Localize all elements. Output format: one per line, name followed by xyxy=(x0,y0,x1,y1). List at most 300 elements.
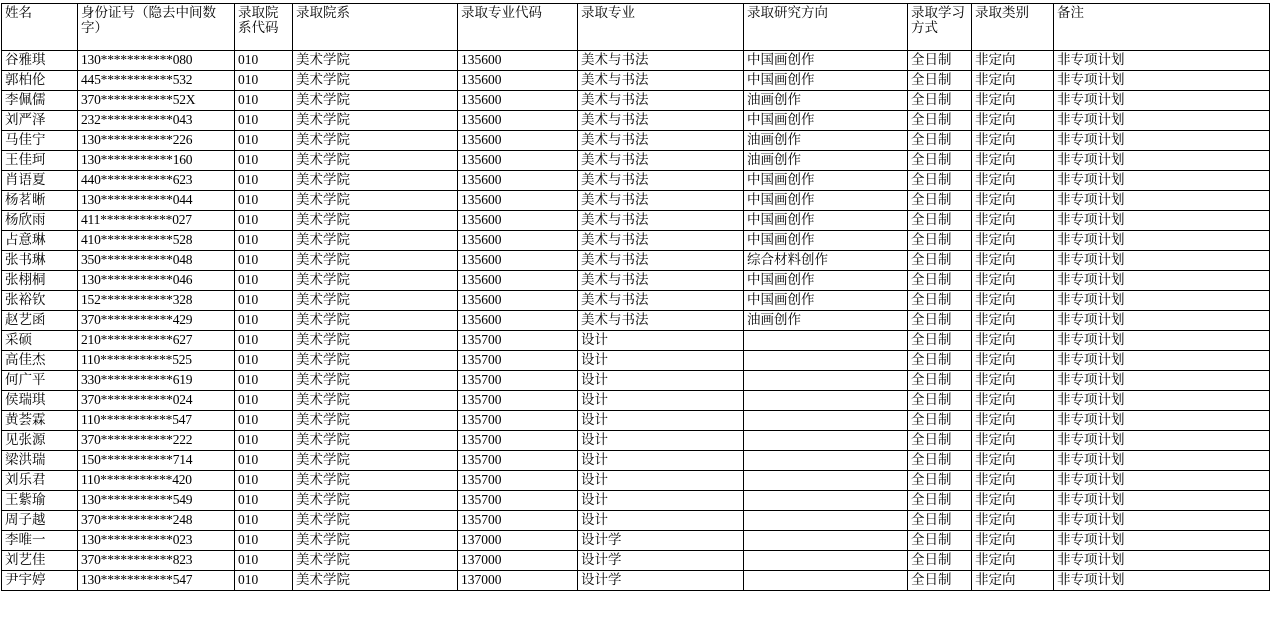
cell-research-direction: 油画创作 xyxy=(744,311,908,331)
cell-remarks: 非专项计划 xyxy=(1054,71,1270,91)
cell-id-number: 130***********160 xyxy=(78,151,235,171)
cell-major-code: 135700 xyxy=(458,491,578,511)
cell-major-code: 137000 xyxy=(458,531,578,551)
cell-department-code: 010 xyxy=(235,51,293,71)
cell-admission-category: 非定向 xyxy=(972,451,1054,471)
cell-major-code: 135600 xyxy=(458,311,578,331)
cell-major-code: 135700 xyxy=(458,371,578,391)
cell-admission-category: 非定向 xyxy=(972,111,1054,131)
cell-department: 美术学院 xyxy=(293,511,458,531)
table-row xyxy=(2,411,1270,431)
cell-department-code: 010 xyxy=(235,351,293,371)
cell-major-code: 135700 xyxy=(458,391,578,411)
cell-major: 设计 xyxy=(578,471,744,491)
cell-name: 尹宇婷 xyxy=(2,571,78,591)
cell-research-direction: 油画创作 xyxy=(744,131,908,151)
table-row xyxy=(2,91,1270,111)
cell-remarks: 非专项计划 xyxy=(1054,551,1270,571)
cell-id-number: 232***********043 xyxy=(78,111,235,131)
cell-department-code: 010 xyxy=(235,171,293,191)
cell-remarks: 非专项计划 xyxy=(1054,271,1270,291)
cell-id-number: 130***********080 xyxy=(78,51,235,71)
cell-department: 美术学院 xyxy=(293,291,458,311)
cell-remarks: 非专项计划 xyxy=(1054,491,1270,511)
table-row xyxy=(2,111,1270,131)
cell-id-number: 130***********547 xyxy=(78,571,235,591)
cell-id-number: 110***********420 xyxy=(78,471,235,491)
cell-id-number: 210***********627 xyxy=(78,331,235,351)
cell-remarks: 非专项计划 xyxy=(1054,471,1270,491)
cell-major: 美术与书法 xyxy=(578,191,744,211)
cell-major-code: 135700 xyxy=(458,411,578,431)
cell-admission-category: 非定向 xyxy=(972,151,1054,171)
cell-research-direction: 中国画创作 xyxy=(744,211,908,231)
cell-department: 美术学院 xyxy=(293,151,458,171)
cell-admission-category: 非定向 xyxy=(972,531,1054,551)
cell-remarks: 非专项计划 xyxy=(1054,331,1270,351)
cell-major: 设计 xyxy=(578,491,744,511)
cell-study-mode: 全日制 xyxy=(908,131,972,151)
cell-department-code: 010 xyxy=(235,451,293,471)
cell-major: 设计 xyxy=(578,371,744,391)
cell-major-code: 135700 xyxy=(458,351,578,371)
cell-major: 设计 xyxy=(578,391,744,411)
cell-id-number: 410***********528 xyxy=(78,231,235,251)
cell-department: 美术学院 xyxy=(293,91,458,111)
cell-remarks: 非专项计划 xyxy=(1054,451,1270,471)
cell-name: 高佳杰 xyxy=(2,351,78,371)
cell-name: 何广平 xyxy=(2,371,78,391)
cell-id-number: 130***********549 xyxy=(78,491,235,511)
cell-department-code: 010 xyxy=(235,511,293,531)
cell-name: 张栩桐 xyxy=(2,271,78,291)
cell-major: 设计学 xyxy=(578,571,744,591)
cell-major: 美术与书法 xyxy=(578,231,744,251)
cell-id-number: 130***********226 xyxy=(78,131,235,151)
cell-name: 占意琳 xyxy=(2,231,78,251)
cell-name: 杨茗晰 xyxy=(2,191,78,211)
cell-study-mode: 全日制 xyxy=(908,211,972,231)
cell-research-direction xyxy=(744,451,908,471)
cell-department: 美术学院 xyxy=(293,451,458,471)
cell-study-mode: 全日制 xyxy=(908,391,972,411)
cell-major-code: 135600 xyxy=(458,151,578,171)
cell-id-number: 130***********044 xyxy=(78,191,235,211)
cell-admission-category: 非定向 xyxy=(972,471,1054,491)
cell-department: 美术学院 xyxy=(293,531,458,551)
cell-name: 刘严泽 xyxy=(2,111,78,131)
cell-study-mode: 全日制 xyxy=(908,291,972,311)
cell-remarks: 非专项计划 xyxy=(1054,431,1270,451)
table-row xyxy=(2,271,1270,291)
cell-department-code: 010 xyxy=(235,91,293,111)
cell-research-direction: 中国画创作 xyxy=(744,111,908,131)
cell-name: 侯瑞琪 xyxy=(2,391,78,411)
table-row xyxy=(2,251,1270,271)
cell-study-mode: 全日制 xyxy=(908,571,972,591)
cell-id-number: 150***********714 xyxy=(78,451,235,471)
cell-study-mode: 全日制 xyxy=(908,551,972,571)
admissions-table xyxy=(1,3,1270,591)
cell-research-direction: 中国画创作 xyxy=(744,191,908,211)
cell-department: 美术学院 xyxy=(293,231,458,251)
cell-remarks: 非专项计划 xyxy=(1054,351,1270,371)
cell-name: 张书琳 xyxy=(2,251,78,271)
cell-remarks: 非专项计划 xyxy=(1054,411,1270,431)
cell-department: 美术学院 xyxy=(293,551,458,571)
header-row xyxy=(2,4,1270,51)
cell-admission-category: 非定向 xyxy=(972,351,1054,371)
cell-department: 美术学院 xyxy=(293,171,458,191)
cell-admission-category: 非定向 xyxy=(972,71,1054,91)
cell-id-number: 130***********046 xyxy=(78,271,235,291)
cell-department-code: 010 xyxy=(235,71,293,91)
cell-major: 美术与书法 xyxy=(578,111,744,131)
cell-study-mode: 全日制 xyxy=(908,191,972,211)
cell-remarks: 非专项计划 xyxy=(1054,131,1270,151)
cell-department-code: 010 xyxy=(235,531,293,551)
cell-major-code: 135600 xyxy=(458,91,578,111)
cell-remarks: 非专项计划 xyxy=(1054,311,1270,331)
cell-department: 美术学院 xyxy=(293,131,458,151)
cell-research-direction xyxy=(744,351,908,371)
cell-id-number: 445***********532 xyxy=(78,71,235,91)
cell-major: 美术与书法 xyxy=(578,311,744,331)
cell-major-code: 135700 xyxy=(458,451,578,471)
table-row xyxy=(2,311,1270,331)
cell-research-direction xyxy=(744,531,908,551)
cell-admission-category: 非定向 xyxy=(972,91,1054,111)
cell-major-code: 135600 xyxy=(458,271,578,291)
cell-department-code: 010 xyxy=(235,271,293,291)
cell-department: 美术学院 xyxy=(293,51,458,71)
table-row xyxy=(2,551,1270,571)
cell-remarks: 非专项计划 xyxy=(1054,111,1270,131)
cell-department: 美术学院 xyxy=(293,331,458,351)
cell-id-number: 110***********547 xyxy=(78,411,235,431)
cell-department: 美术学院 xyxy=(293,391,458,411)
cell-name: 赵艺函 xyxy=(2,311,78,331)
column-header-id-number: 身份证号（隐去中间数字） xyxy=(78,4,235,51)
cell-admission-category: 非定向 xyxy=(972,511,1054,531)
cell-admission-category: 非定向 xyxy=(972,191,1054,211)
cell-research-direction xyxy=(744,491,908,511)
cell-major-code: 135700 xyxy=(458,471,578,491)
table-row xyxy=(2,491,1270,511)
cell-department-code: 010 xyxy=(235,471,293,491)
table-row xyxy=(2,291,1270,311)
cell-major-code: 135600 xyxy=(458,51,578,71)
cell-research-direction xyxy=(744,571,908,591)
table-row xyxy=(2,571,1270,591)
cell-remarks: 非专项计划 xyxy=(1054,511,1270,531)
cell-major-code: 135600 xyxy=(458,211,578,231)
table-row xyxy=(2,171,1270,191)
cell-id-number: 330***********619 xyxy=(78,371,235,391)
cell-major: 设计 xyxy=(578,511,744,531)
cell-name: 黄荟霖 xyxy=(2,411,78,431)
cell-major: 美术与书法 xyxy=(578,131,744,151)
cell-major-code: 135600 xyxy=(458,131,578,151)
cell-research-direction: 油画创作 xyxy=(744,91,908,111)
table-row xyxy=(2,231,1270,251)
table-row xyxy=(2,511,1270,531)
cell-department-code: 010 xyxy=(235,411,293,431)
cell-remarks: 非专项计划 xyxy=(1054,531,1270,551)
cell-study-mode: 全日制 xyxy=(908,431,972,451)
cell-admission-category: 非定向 xyxy=(972,271,1054,291)
cell-remarks: 非专项计划 xyxy=(1054,51,1270,71)
cell-admission-category: 非定向 xyxy=(972,171,1054,191)
cell-study-mode: 全日制 xyxy=(908,351,972,371)
cell-major-code: 135700 xyxy=(458,431,578,451)
cell-department: 美术学院 xyxy=(293,571,458,591)
cell-research-direction: 中国画创作 xyxy=(744,271,908,291)
cell-department-code: 010 xyxy=(235,211,293,231)
column-header-major-code: 录取专业代码 xyxy=(458,4,578,51)
cell-department-code: 010 xyxy=(235,571,293,591)
cell-admission-category: 非定向 xyxy=(972,371,1054,391)
cell-department: 美术学院 xyxy=(293,271,458,291)
column-header-admission-category: 录取类别 xyxy=(972,4,1054,51)
cell-id-number: 370***********024 xyxy=(78,391,235,411)
column-header-department: 录取院系 xyxy=(293,4,458,51)
cell-department: 美术学院 xyxy=(293,431,458,451)
cell-study-mode: 全日制 xyxy=(908,71,972,91)
cell-major-code: 135600 xyxy=(458,251,578,271)
cell-department-code: 010 xyxy=(235,551,293,571)
cell-department-code: 010 xyxy=(235,191,293,211)
table-row xyxy=(2,131,1270,151)
cell-department: 美术学院 xyxy=(293,351,458,371)
cell-study-mode: 全日制 xyxy=(908,511,972,531)
cell-name: 周子越 xyxy=(2,511,78,531)
cell-research-direction xyxy=(744,411,908,431)
cell-research-direction xyxy=(744,331,908,351)
cell-name: 李佩儒 xyxy=(2,91,78,111)
cell-department-code: 010 xyxy=(235,331,293,351)
cell-admission-category: 非定向 xyxy=(972,571,1054,591)
cell-admission-category: 非定向 xyxy=(972,391,1054,411)
cell-research-direction xyxy=(744,371,908,391)
cell-id-number: 370***********52X xyxy=(78,91,235,111)
cell-major-code: 135600 xyxy=(458,291,578,311)
cell-major: 设计 xyxy=(578,351,744,371)
cell-department-code: 010 xyxy=(235,131,293,151)
cell-department-code: 010 xyxy=(235,291,293,311)
cell-major: 设计 xyxy=(578,451,744,471)
cell-department: 美术学院 xyxy=(293,311,458,331)
cell-major-code: 137000 xyxy=(458,551,578,571)
table-row xyxy=(2,371,1270,391)
cell-department-code: 010 xyxy=(235,491,293,511)
cell-name: 刘乐君 xyxy=(2,471,78,491)
cell-name: 杨欣雨 xyxy=(2,211,78,231)
cell-admission-category: 非定向 xyxy=(972,411,1054,431)
column-header-research-direction: 录取研究方向 xyxy=(744,4,908,51)
cell-study-mode: 全日制 xyxy=(908,311,972,331)
cell-study-mode: 全日制 xyxy=(908,371,972,391)
cell-name: 李唯一 xyxy=(2,531,78,551)
cell-research-direction xyxy=(744,511,908,531)
cell-department: 美术学院 xyxy=(293,471,458,491)
cell-id-number: 370***********823 xyxy=(78,551,235,571)
cell-major-code: 135700 xyxy=(458,511,578,531)
cell-name: 马佳宁 xyxy=(2,131,78,151)
cell-study-mode: 全日制 xyxy=(908,91,972,111)
table-row xyxy=(2,391,1270,411)
cell-major-code: 135600 xyxy=(458,231,578,251)
table-row xyxy=(2,531,1270,551)
cell-admission-category: 非定向 xyxy=(972,251,1054,271)
cell-department-code: 010 xyxy=(235,371,293,391)
cell-research-direction: 中国画创作 xyxy=(744,291,908,311)
cell-major: 设计学 xyxy=(578,531,744,551)
cell-remarks: 非专项计划 xyxy=(1054,91,1270,111)
cell-major-code: 135600 xyxy=(458,191,578,211)
table-row xyxy=(2,191,1270,211)
cell-major: 美术与书法 xyxy=(578,211,744,231)
cell-major: 设计 xyxy=(578,431,744,451)
cell-major-code: 135600 xyxy=(458,111,578,131)
cell-department-code: 010 xyxy=(235,151,293,171)
cell-study-mode: 全日制 xyxy=(908,231,972,251)
cell-admission-category: 非定向 xyxy=(972,491,1054,511)
cell-department-code: 010 xyxy=(235,391,293,411)
cell-research-direction xyxy=(744,551,908,571)
cell-major-code: 135600 xyxy=(458,171,578,191)
cell-name: 王紫瑜 xyxy=(2,491,78,511)
cell-department: 美术学院 xyxy=(293,71,458,91)
cell-id-number: 440***********623 xyxy=(78,171,235,191)
cell-remarks: 非专项计划 xyxy=(1054,391,1270,411)
table-header xyxy=(2,4,1270,51)
cell-name: 见张源 xyxy=(2,431,78,451)
cell-name: 刘艺佳 xyxy=(2,551,78,571)
cell-name: 梁洪瑞 xyxy=(2,451,78,471)
cell-major: 美术与书法 xyxy=(578,91,744,111)
cell-major-code: 137000 xyxy=(458,571,578,591)
cell-id-number: 152***********328 xyxy=(78,291,235,311)
cell-id-number: 370***********248 xyxy=(78,511,235,531)
cell-admission-category: 非定向 xyxy=(972,131,1054,151)
cell-id-number: 110***********525 xyxy=(78,351,235,371)
cell-major: 美术与书法 xyxy=(578,271,744,291)
cell-admission-category: 非定向 xyxy=(972,431,1054,451)
cell-major: 设计学 xyxy=(578,551,744,571)
cell-department-code: 010 xyxy=(235,431,293,451)
cell-research-direction xyxy=(744,431,908,451)
cell-study-mode: 全日制 xyxy=(908,471,972,491)
cell-department-code: 010 xyxy=(235,251,293,271)
table-row xyxy=(2,451,1270,471)
cell-remarks: 非专项计划 xyxy=(1054,371,1270,391)
cell-major: 美术与书法 xyxy=(578,51,744,71)
cell-name: 采硕 xyxy=(2,331,78,351)
cell-study-mode: 全日制 xyxy=(908,51,972,71)
cell-admission-category: 非定向 xyxy=(972,51,1054,71)
cell-department: 美术学院 xyxy=(293,191,458,211)
cell-major: 美术与书法 xyxy=(578,291,744,311)
cell-major: 美术与书法 xyxy=(578,171,744,191)
table-row xyxy=(2,71,1270,91)
cell-major: 设计 xyxy=(578,331,744,351)
cell-admission-category: 非定向 xyxy=(972,211,1054,231)
table-row xyxy=(2,51,1270,71)
cell-research-direction: 中国画创作 xyxy=(744,231,908,251)
cell-research-direction: 中国画创作 xyxy=(744,71,908,91)
cell-research-direction: 中国画创作 xyxy=(744,171,908,191)
cell-study-mode: 全日制 xyxy=(908,331,972,351)
cell-major: 美术与书法 xyxy=(578,251,744,271)
table-row xyxy=(2,151,1270,171)
cell-name: 郭柏伦 xyxy=(2,71,78,91)
cell-department: 美术学院 xyxy=(293,111,458,131)
cell-name: 王佳珂 xyxy=(2,151,78,171)
cell-department-code: 010 xyxy=(235,231,293,251)
cell-department-code: 010 xyxy=(235,311,293,331)
cell-study-mode: 全日制 xyxy=(908,531,972,551)
cell-research-direction xyxy=(744,471,908,491)
cell-id-number: 411***********027 xyxy=(78,211,235,231)
cell-name: 张裕钦 xyxy=(2,291,78,311)
cell-admission-category: 非定向 xyxy=(972,231,1054,251)
cell-admission-category: 非定向 xyxy=(972,291,1054,311)
column-header-major: 录取专业 xyxy=(578,4,744,51)
cell-major: 美术与书法 xyxy=(578,151,744,171)
table-row xyxy=(2,351,1270,371)
cell-study-mode: 全日制 xyxy=(908,111,972,131)
cell-remarks: 非专项计划 xyxy=(1054,231,1270,251)
cell-id-number: 370***********429 xyxy=(78,311,235,331)
cell-major: 设计 xyxy=(578,411,744,431)
cell-remarks: 非专项计划 xyxy=(1054,251,1270,271)
cell-study-mode: 全日制 xyxy=(908,271,972,291)
column-header-name: 姓名 xyxy=(2,4,78,51)
cell-major-code: 135600 xyxy=(458,71,578,91)
cell-major: 美术与书法 xyxy=(578,71,744,91)
cell-id-number: 130***********023 xyxy=(78,531,235,551)
cell-research-direction: 综合材料创作 xyxy=(744,251,908,271)
table-body xyxy=(2,51,1270,591)
cell-name: 肖语夏 xyxy=(2,171,78,191)
cell-name: 谷雅琪 xyxy=(2,51,78,71)
cell-remarks: 非专项计划 xyxy=(1054,211,1270,231)
table-row xyxy=(2,431,1270,451)
column-header-department-code: 录取院系代码 xyxy=(235,4,293,51)
cell-department: 美术学院 xyxy=(293,371,458,391)
cell-study-mode: 全日制 xyxy=(908,411,972,431)
cell-department: 美术学院 xyxy=(293,411,458,431)
cell-study-mode: 全日制 xyxy=(908,491,972,511)
cell-remarks: 非专项计划 xyxy=(1054,191,1270,211)
cell-id-number: 370***********222 xyxy=(78,431,235,451)
cell-remarks: 非专项计划 xyxy=(1054,291,1270,311)
table-row xyxy=(2,471,1270,491)
cell-study-mode: 全日制 xyxy=(908,171,972,191)
cell-research-direction: 中国画创作 xyxy=(744,51,908,71)
cell-research-direction xyxy=(744,391,908,411)
cell-department: 美术学院 xyxy=(293,251,458,271)
cell-remarks: 非专项计划 xyxy=(1054,571,1270,591)
cell-study-mode: 全日制 xyxy=(908,451,972,471)
cell-admission-category: 非定向 xyxy=(972,311,1054,331)
cell-admission-category: 非定向 xyxy=(972,551,1054,571)
cell-department: 美术学院 xyxy=(293,211,458,231)
cell-remarks: 非专项计划 xyxy=(1054,151,1270,171)
cell-major-code: 135700 xyxy=(458,331,578,351)
table-row xyxy=(2,211,1270,231)
